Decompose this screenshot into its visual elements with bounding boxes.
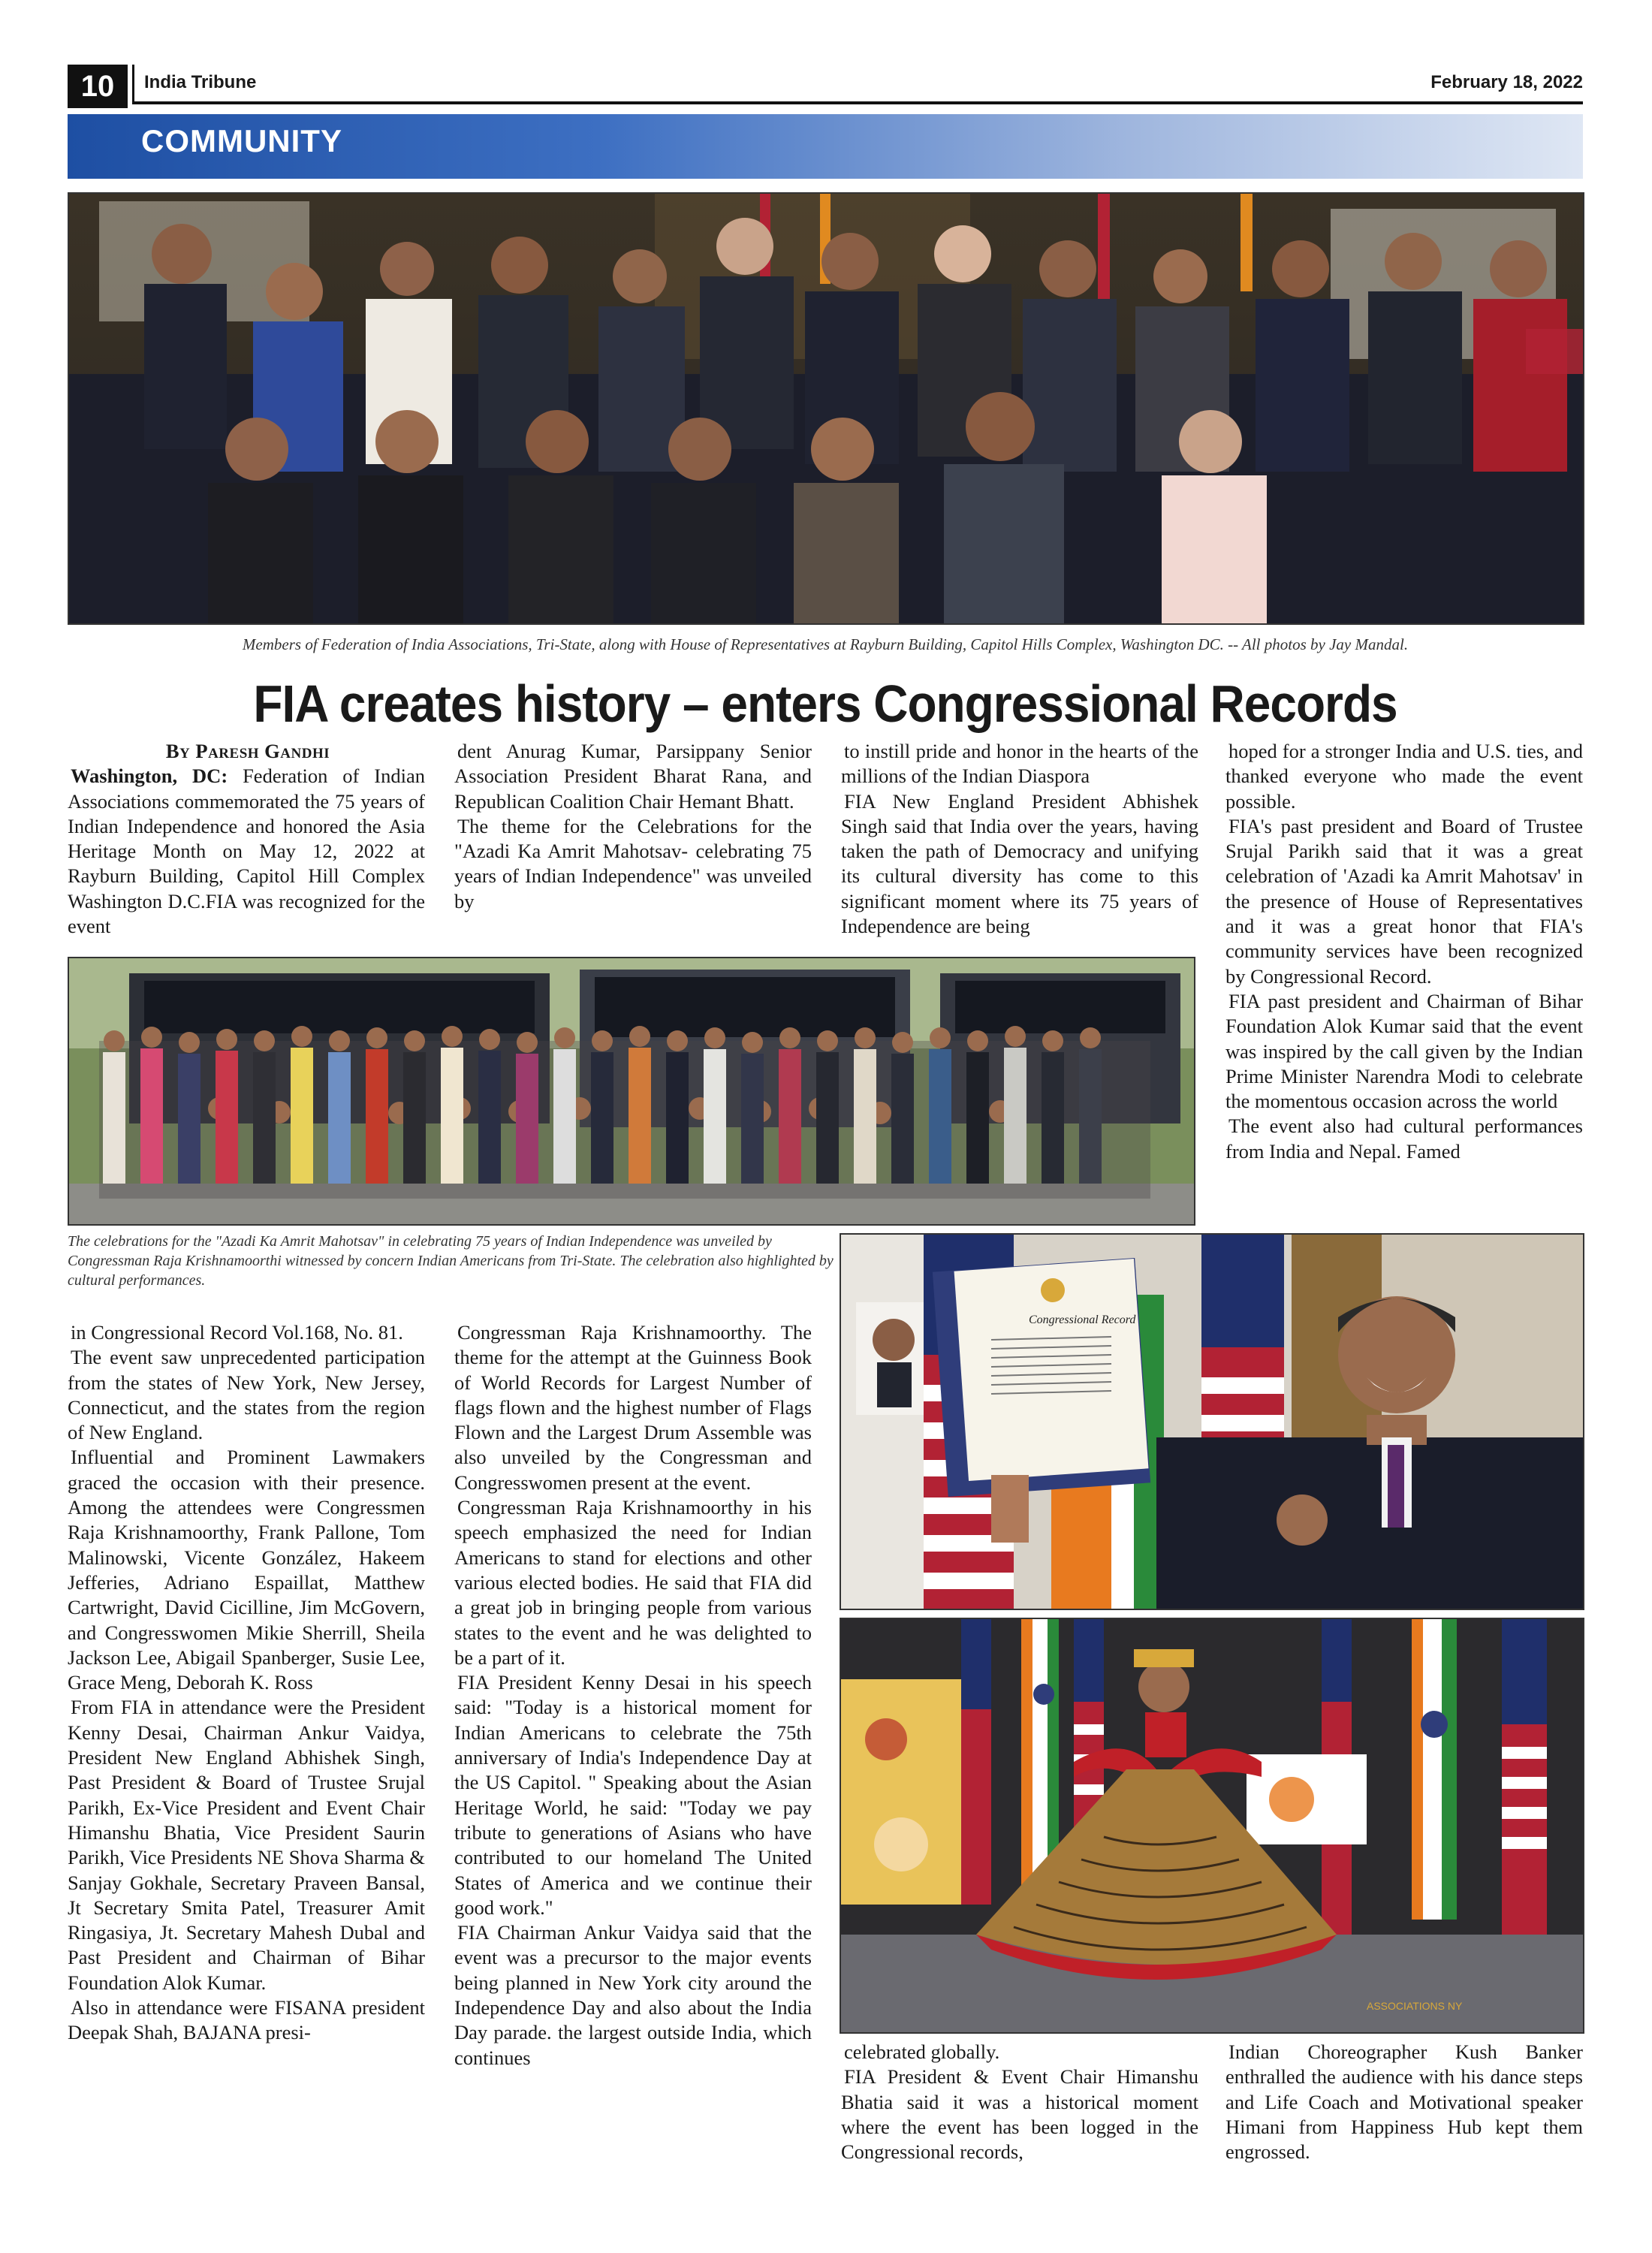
paragraph: From FIA in attendance were the President Kenny Desai, Chairman Ankur Vaidya, President New England Abhishek Singh, Past President & Board of Trustee Srujal Parikh, Ex-Vice President and Event Chair Himanshu Bhatia, Vice President Saurin Parikh, Vice Presidents NE Shova Sharma & Sanjay Gokhale, Secretary Praveen Bansal, Jt Secretary Smita Patel, Treasurer Amit Ringasiya, Jt. Secretary Mahesh Dubal and Past President and Chairman of Bihar Foundation Alok Kumar. xyxy=(68,1696,425,1994)
paragraph: FIA's past president and Board of Trustee Srujal Parikh said that it was a great celebration of 'Azadi ka Amrit Mahotsav' in the presence of House of Representatives and it was a great honor that FIA's community services have been recognized by Congressional Record. xyxy=(1225,814,1583,988)
paragraph: FIA President Kenny Desai in his speech said: "Today is a historical moment for Indian Americans to celebrate the 75th anniversary of India's Independence Day at the US Capitol. " Speaking about the Asian Heritage World, he said: "Today we pay tribute to generations of Asians who have contributed to our homeland The United States of America and we continue their good work." xyxy=(454,1671,812,1919)
article-column-1-top xyxy=(68,739,425,939)
paragraph: FIA President & Event Chair Himanshu Bhatia said it was a historical moment where the event has been logged in the Congressional records, xyxy=(841,2065,1198,2164)
congressman-certificate-photo xyxy=(840,1233,1584,1610)
paragraph: Congressman Raja Krishnamoorthy in his speech emphasized the need for Indian Americans to stand for elections and other various elected bodies. He said that FIA did a great job in bringing people from various states to the event and he was delighted to be a part of it. xyxy=(454,1496,812,1669)
paragraph: in Congressional Record Vol.168, No. 81. xyxy=(71,1321,403,1344)
group-photo-top xyxy=(68,192,1584,625)
article-column-2-bottom xyxy=(454,1320,812,2071)
paragraph: FIA Chairman Ankur Vaidya said that the event was a precursor to the major events being planned in New York city around the Independence Day and also about the India Day parade. the largest outside India, which continues xyxy=(454,1921,812,2069)
article-byline: By Paresh Gandhi xyxy=(165,740,330,762)
article-column-2-top xyxy=(454,739,812,914)
paragraph: celebrated globally. xyxy=(844,2040,1000,2063)
paragraph: FIA New England President Abhishek Singh said that India over the years, having taken the path of Democracy and unifying its cultural diversity has come to this significant moment where its 75 years of Independence are being xyxy=(841,789,1198,938)
article-column-3-top xyxy=(841,739,1198,939)
crowd-photo-buses xyxy=(68,957,1195,1226)
paragraph: Influential and Prominent Lawmakers graced the occasion with their presence. Among the attendees were Congressmen Raja Krishnamoorthy, Frank Pallone, Tom Malinowski, Vicente González, Hakeem Jefferies, Adriano Espaillat, Matthew Cartwright, David Cicilline, Jim McGovern, and Congresswomen Mikie Sherrill, Sheila Jackson Lee, Abigail Spanberger, Susie Lee, Grace Meng, Deborah K. Ross xyxy=(68,1446,425,1694)
paragraph: Congressman Raja Krishnamoorthy. The theme for the attempt at the Guinness Book of World Records for Largest Number of flags flown and the highest number of Flags Flown and the Largest Drum Assemble was also unveiled by the Congressman and Congresswomen present at the event. xyxy=(454,1321,812,1494)
article-column-4-bottom xyxy=(1225,2040,1583,2164)
paragraph: hoped for a stronger India and U.S. ties, and thanked everyone who made the event possible. xyxy=(1225,740,1583,813)
paragraph: dent Anurag Kumar, Parsippany Senior Association President Bharat Rana, and Republican Coalition Chair Hemant Bhatt. xyxy=(454,740,812,813)
article-dateline: Washington, DC: xyxy=(71,765,228,788)
banner-text: ASSOCIATIONS NY xyxy=(1367,2000,1463,2012)
article-column-1-bottom xyxy=(68,1320,425,2046)
paragraph: to instill pride and honor in the hearts of the millions of the Indian Diaspora xyxy=(841,740,1198,788)
paragraph: FIA past president and Chairman of Bihar Foundation Alok Kumar said that the event was inspired by the call given by the Indian Prime Minister Narendra Modi to celebrate the momentous occasion across the world xyxy=(1225,989,1583,1113)
paragraph: The event also had cultural performances from India and Nepal. Famed xyxy=(1225,1114,1583,1163)
masthead-divider xyxy=(132,65,134,104)
paragraph: Also in attendance were FISANA president Deepak Shah, BAJANA presi- xyxy=(68,1996,425,2044)
certificate-title: Congressional Record xyxy=(1029,1313,1136,1326)
top-photo-caption: Members of Federation of India Associations, Tri-State, along with House of Representatives at Rayburn Building, Capitol Hills Complex, Washington DC. -- All photos by Jay Mandal. xyxy=(242,635,1409,653)
paragraph: The event saw unprecedented participation from the states of New York, New Jersey, Connecticut, and the states from the region of New England. xyxy=(68,1346,425,1444)
article-column-3-bottom xyxy=(841,2040,1198,2164)
masthead-rule xyxy=(132,101,1583,104)
paragraph: The theme for the Celebrations for the "Azadi Ka Amrit Mahotsav- celebrating 75 years of Indian Independence" was unveiled by xyxy=(454,814,812,912)
article-headline: FIA creates history – enters Congressional Records xyxy=(253,674,1397,733)
article-column-4-top xyxy=(1225,739,1583,1164)
paragraph: Indian Choreographer Kush Banker enthralled the audience with his dance steps and Life Coach and Motivational speaker Himani from Happiness Hub kept them engrossed. xyxy=(1225,2040,1583,2164)
section-title: COMMUNITY xyxy=(141,123,342,158)
page-number: 10 xyxy=(68,65,128,108)
article-lead-text: Federation of Indian Associations commemorated the 75 years of Indian Independence and honored the Asia Heritage Month on May 12, 2022 at Rayburn Building, Capitol Hill Complex Washington D.C.FIA was recognized for the event xyxy=(68,765,425,938)
mid-photo-caption: The celebrations for the "Azadi Ka Amrit Mahotsav" in celebrating 75 years of Indian Independence was unveiled by Congressman Raja Krishnamoorthi witnessed by concern Indian Americans from Tri-State. The celebration also highlighted by cultural performances. xyxy=(68,1233,834,1289)
publication-name: India Tribune xyxy=(144,72,257,92)
issue-date: February 18, 2022 xyxy=(1430,72,1583,92)
dancer-performance-photo xyxy=(840,1618,1584,2034)
